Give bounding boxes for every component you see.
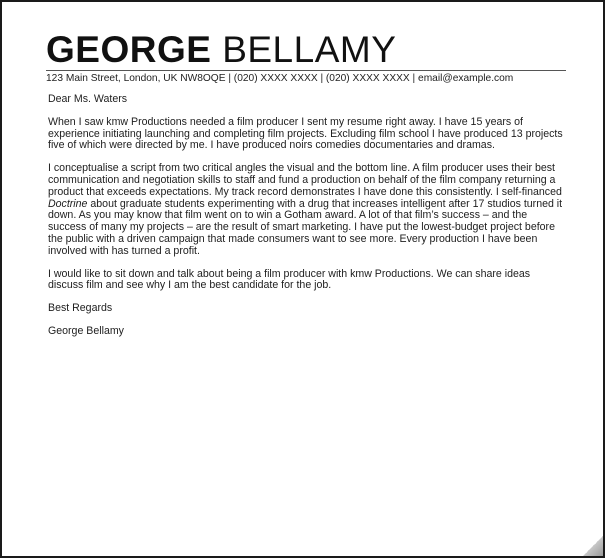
salutation: Dear Ms. Waters bbox=[48, 93, 128, 105]
paragraph-2 bbox=[48, 163, 568, 257]
paragraph-1: When I saw kmw Productions needed a film producer I sent my resume right away. I have 15 years of experience initiating launching and completing film projects. Excluding film school I have produced 13 projects five of which were directed by me. I have produced noirs comedies documentaries and dramas. bbox=[48, 115, 563, 152]
closing: Best Regards bbox=[48, 302, 113, 315]
paragraph-2-part-1: I conceptualise a script from two critical angles the visual and the bottom line. A film producer uses their best communication and negotiation skills to staff and fund a production on behalf of the film company returning a product that exceeds expectations. My track record demonstrates I have done this consistently. I self-financed bbox=[48, 162, 562, 198]
page-curl bbox=[583, 536, 603, 556]
contact-line: 123 Main Street, London, UK NW8OQE | (020) XXXX XXXX | (020) XXXX XXXX | email@example.com bbox=[46, 73, 514, 84]
paragraph-2-part-2: about graduate students experimenting with a drug that increases intelligent after 17 studios turned it down. As you may know that film went on to win a Gotham award. A lot of that film’s success – and the success of many my projects – are the result of smart marketing. I have put the lowest-budget project before the public with a driven campaign that made consumers want to see more. Every production I have been involved with has turned a profit. bbox=[48, 197, 563, 257]
signature-name: George Bellamy bbox=[48, 324, 124, 337]
last-name: BELLAMY bbox=[222, 29, 397, 70]
paragraph-3: I would like to sit down and talk about being a film producer with kmw Productions. We can share ideas discuss film and see why I am the best candidate for the job. bbox=[48, 267, 531, 292]
applicant-name bbox=[46, 30, 396, 70]
header-divider bbox=[46, 70, 566, 71]
letter-body bbox=[48, 94, 568, 349]
first-name: GEORGE bbox=[46, 29, 212, 70]
film-title: Doctrine bbox=[48, 197, 88, 210]
